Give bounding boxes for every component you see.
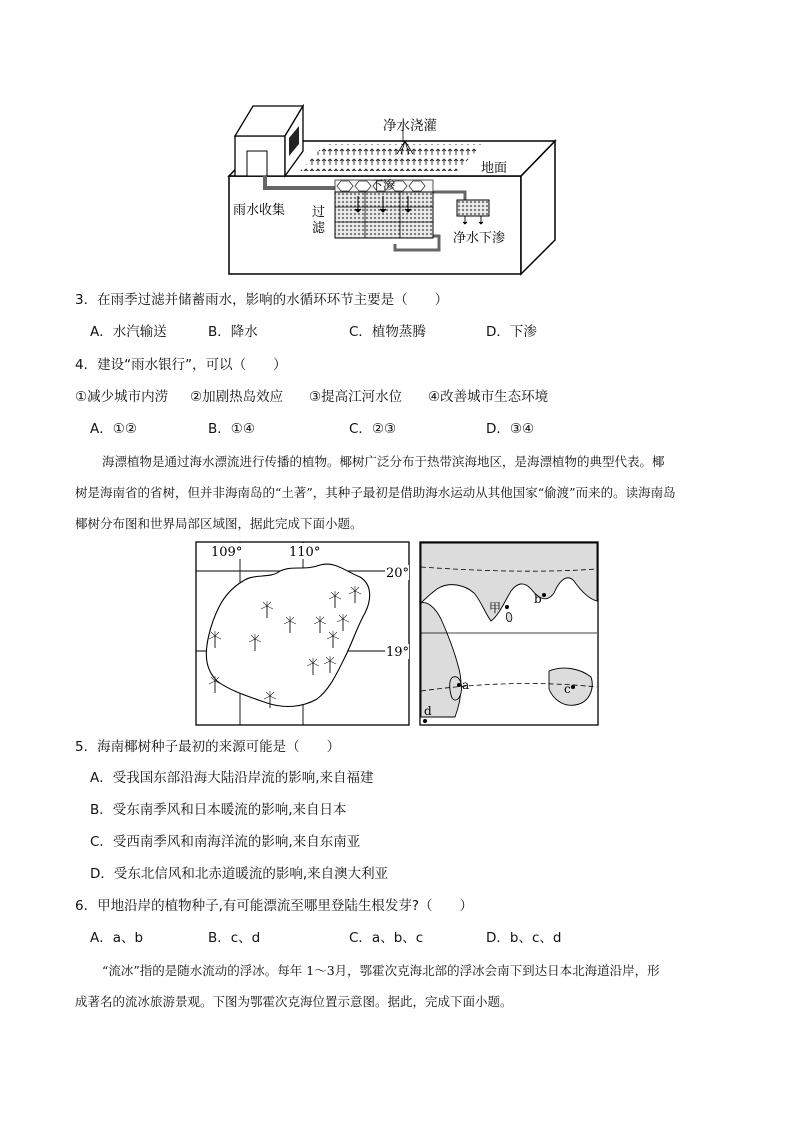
q4-stem: 4．建设“雨水银行”，可以（ ） (75, 357, 287, 373)
q5-option-a[interactable]: A．受我国东部沿海大陆沿岸流的影响,来自福建 (90, 770, 374, 786)
q4-statement-1: ①减少城市内涝 (75, 389, 169, 405)
clean-water-tank (457, 200, 489, 216)
q4-statement-2: ②加剧热岛效应 (190, 389, 284, 405)
label-clean-irrigation: 净水浇灌 (383, 118, 437, 134)
madagascar-island (450, 677, 462, 700)
q6-option-a[interactable]: A．a、b (90, 930, 144, 946)
label-seep: 下渗 (371, 178, 396, 192)
label-d: d (424, 704, 432, 718)
q3-option-d[interactable]: D．下渗 (486, 324, 537, 340)
point-c (571, 685, 575, 689)
q6-option-d[interactable]: D．b、c、d (486, 930, 562, 946)
label-lon-110: 110° (289, 545, 321, 560)
q4-option-a[interactable]: A．①② (90, 421, 137, 437)
hainan-map-svg (195, 541, 410, 726)
q3-stem: 3．在雨季过滤并储蓄雨水，影响的水循环环节主要是（ ） (75, 292, 449, 308)
q4-option-c[interactable]: C．②③ (349, 421, 397, 437)
label-b: b (534, 592, 542, 606)
point-jia (505, 605, 509, 609)
passage2-line-1: “流冰”指的是随水流动的浮冰。每年 1～3月，鄂霍次克海北部的浮冰会南下到达日本北海道沿岸，形 (102, 963, 660, 978)
point-b (542, 593, 546, 597)
label-filter-1: 过 (312, 205, 326, 220)
passage1-line-1: 海漂植物是通过海水漂流进行传播的植物。椰树广泛分布于热带滨海地区，是海漂植物的典型代表。椰 (102, 454, 665, 469)
hainan-coconut-map (195, 541, 410, 726)
world-region-map (419, 541, 599, 726)
rainwater-bank-diagram (225, 96, 565, 278)
label-lon-109: 109° (211, 545, 243, 560)
q5-option-d[interactable]: D．受东北信风和北赤道暖流的影响,来自澳大利亚 (90, 866, 389, 882)
point-a (457, 683, 461, 687)
rainwater-bank-svg (225, 96, 565, 278)
q4-option-d[interactable]: D．③④ (486, 421, 535, 437)
label-jia: 甲 (489, 601, 502, 615)
passage2-line-2: 成著名的流冰旅游景观。下图为鄂霍次克海位置示意图。据此，完成下面小题。 (75, 994, 513, 1009)
q4-statement-3: ③提高江河水位 (309, 389, 403, 405)
label-rain-collect: 雨水收集 (233, 203, 286, 218)
q4-statement-4: ④改善城市生态环境 (428, 389, 549, 405)
q6-stem: 6．甲地沿岸的植物种子,有可能漂流至哪里登陆生根发芽?（ ） (75, 898, 474, 914)
passage1-line-2: 树是海南省的省树，但并非海南岛的“土著”，其种子最初是借助海水运动从其他国家“偷渡”而来的。读海南岛 (75, 485, 676, 500)
q6-option-b[interactable]: B．c、d (208, 930, 261, 946)
label-ground: 地面 (481, 161, 508, 176)
label-filter-2: 滤 (312, 221, 326, 236)
label-c: c (564, 682, 571, 696)
q3-option-c[interactable]: C．植物蒸腾 (349, 324, 426, 340)
q6-option-c[interactable]: C．a、b、c (349, 930, 424, 946)
point-d (423, 719, 427, 723)
q5-option-c[interactable]: C．受西南季风和南海洋流的影响,来自东南亚 (90, 834, 361, 850)
world-map-svg (419, 541, 599, 726)
label-clean-seep: 净水下渗 (453, 231, 506, 246)
q4-option-b[interactable]: B．①④ (208, 421, 255, 437)
q5-stem: 5．海南椰树种子最初的来源可能是（ ） (75, 739, 341, 755)
house-door (247, 151, 267, 176)
q3-option-b[interactable]: B．降水 (208, 324, 258, 340)
passage1-line-3: 椰树分布图和世界局部区域图，据此完成下面小题。 (75, 516, 363, 531)
filter-tank (335, 192, 433, 238)
srilanka-island (506, 613, 511, 622)
q5-option-b[interactable]: B．受东南季风和日本暖流的影响,来自日本 (90, 802, 347, 818)
grass-field (300, 144, 483, 171)
label-lat-20: 20° (386, 566, 410, 581)
label-lat-19: 19° (386, 645, 410, 660)
label-a: a (462, 678, 470, 692)
q3-option-a[interactable]: A．水汽输送 (90, 324, 167, 340)
